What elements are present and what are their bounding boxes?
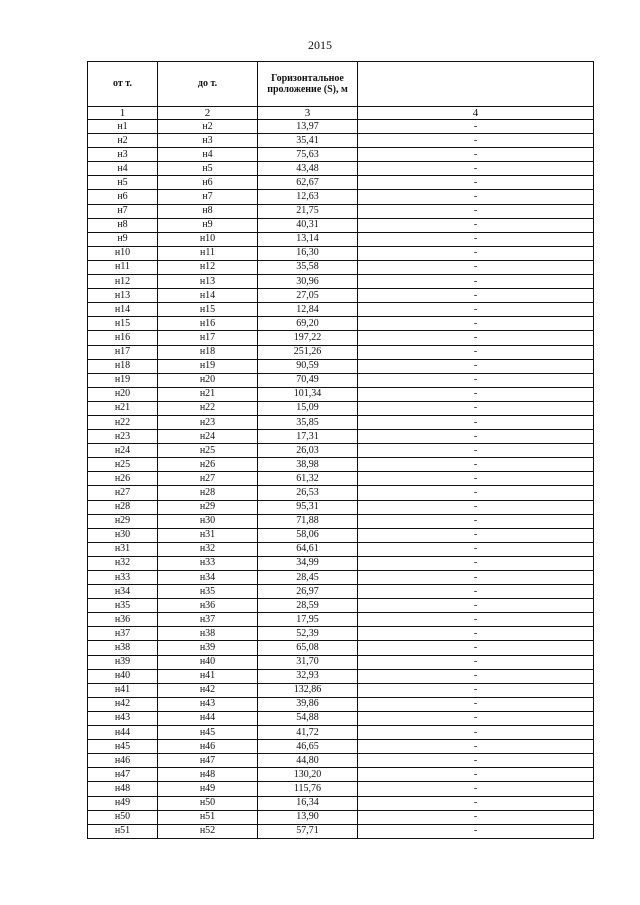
- cell-to-point: н30: [158, 514, 258, 528]
- cell-horizontal-distance: 69,20: [258, 317, 358, 331]
- cell-from-point: н44: [88, 726, 158, 740]
- cell-from-point: н26: [88, 472, 158, 486]
- cell-from-point: н51: [88, 824, 158, 838]
- cell-horizontal-distance: 26,53: [258, 486, 358, 500]
- cell-note: -: [358, 599, 594, 613]
- cell-note: -: [358, 528, 594, 542]
- cell-note: -: [358, 401, 594, 415]
- cell-from-point: н16: [88, 331, 158, 345]
- cell-horizontal-distance: 70,49: [258, 373, 358, 387]
- cell-from-point: н15: [88, 317, 158, 331]
- cell-from-point: н5: [88, 176, 158, 190]
- cell-horizontal-distance: 13,14: [258, 232, 358, 246]
- cell-from-point: н29: [88, 514, 158, 528]
- cell-note: -: [358, 387, 594, 401]
- cell-horizontal-distance: 12,63: [258, 190, 358, 204]
- cell-from-point: н32: [88, 556, 158, 570]
- cell-horizontal-distance: 31,70: [258, 655, 358, 669]
- table-row: [88, 486, 594, 500]
- table-row: [88, 627, 594, 641]
- cell-to-point: н46: [158, 740, 258, 754]
- cell-note: -: [358, 373, 594, 387]
- column-number-3: 3: [258, 107, 358, 120]
- cell-from-point: н21: [88, 401, 158, 415]
- cell-from-point: н24: [88, 444, 158, 458]
- table-row: [88, 359, 594, 373]
- cell-from-point: н18: [88, 359, 158, 373]
- cell-horizontal-distance: 62,67: [258, 176, 358, 190]
- cell-horizontal-distance: 57,71: [258, 824, 358, 838]
- table-row: [88, 655, 594, 669]
- cell-to-point: н44: [158, 711, 258, 725]
- cell-from-point: н28: [88, 500, 158, 514]
- cell-to-point: н16: [158, 317, 258, 331]
- cell-to-point: н19: [158, 359, 258, 373]
- cell-horizontal-distance: 54,88: [258, 711, 358, 725]
- cell-horizontal-distance: 30,96: [258, 275, 358, 289]
- cell-horizontal-distance: 132,86: [258, 683, 358, 697]
- cell-to-point: н7: [158, 190, 258, 204]
- cell-from-point: н7: [88, 204, 158, 218]
- cell-horizontal-distance: 13,97: [258, 120, 358, 134]
- cell-to-point: н25: [158, 444, 258, 458]
- cell-from-point: н3: [88, 148, 158, 162]
- cell-note: -: [358, 218, 594, 232]
- cell-horizontal-distance: 35,58: [258, 260, 358, 274]
- cell-note: -: [358, 190, 594, 204]
- cell-note: -: [358, 486, 594, 500]
- cell-from-point: н47: [88, 768, 158, 782]
- table-row: [88, 514, 594, 528]
- table-row: [88, 415, 594, 429]
- table-row: [88, 218, 594, 232]
- cell-from-point: н22: [88, 415, 158, 429]
- cell-note: -: [358, 641, 594, 655]
- cell-horizontal-distance: 28,59: [258, 599, 358, 613]
- cell-horizontal-distance: 16,34: [258, 796, 358, 810]
- table-row: [88, 303, 594, 317]
- cell-note: -: [358, 556, 594, 570]
- boundary-distance-table: [87, 61, 594, 839]
- cell-to-point: н47: [158, 754, 258, 768]
- table-row: [88, 697, 594, 711]
- table-row: [88, 317, 594, 331]
- cell-horizontal-distance: 39,86: [258, 697, 358, 711]
- header-notes: [358, 62, 594, 107]
- table-row: [88, 204, 594, 218]
- cell-to-point: н28: [158, 486, 258, 500]
- cell-from-point: н33: [88, 571, 158, 585]
- cell-from-point: н23: [88, 430, 158, 444]
- cell-note: -: [358, 740, 594, 754]
- cell-to-point: н6: [158, 176, 258, 190]
- cell-note: -: [358, 472, 594, 486]
- cell-note: -: [358, 303, 594, 317]
- cell-note: -: [358, 260, 594, 274]
- cell-from-point: н48: [88, 782, 158, 796]
- cell-from-point: н31: [88, 542, 158, 556]
- cell-note: -: [358, 120, 594, 134]
- cell-note: -: [358, 204, 594, 218]
- cell-from-point: н46: [88, 754, 158, 768]
- cell-to-point: н48: [158, 768, 258, 782]
- cell-horizontal-distance: 46,65: [258, 740, 358, 754]
- cell-to-point: н2: [158, 120, 258, 134]
- cell-horizontal-distance: 15,09: [258, 401, 358, 415]
- table-row: [88, 232, 594, 246]
- cell-from-point: н8: [88, 218, 158, 232]
- table-row: [88, 345, 594, 359]
- cell-horizontal-distance: 75,63: [258, 148, 358, 162]
- cell-horizontal-distance: 43,48: [258, 162, 358, 176]
- page-number: 2015: [308, 38, 332, 52]
- cell-note: -: [358, 655, 594, 669]
- cell-horizontal-distance: 28,45: [258, 571, 358, 585]
- cell-to-point: н52: [158, 824, 258, 838]
- cell-note: -: [358, 683, 594, 697]
- cell-from-point: н43: [88, 711, 158, 725]
- table-row: [88, 641, 594, 655]
- table-row: [88, 458, 594, 472]
- header-horizontal-distance: Горизонтальное проложение (S), м: [258, 62, 358, 107]
- cell-to-point: н4: [158, 148, 258, 162]
- cell-horizontal-distance: 35,41: [258, 134, 358, 148]
- cell-to-point: н40: [158, 655, 258, 669]
- table-row: [88, 260, 594, 274]
- table-row: [88, 683, 594, 697]
- cell-horizontal-distance: 32,93: [258, 669, 358, 683]
- cell-horizontal-distance: 41,72: [258, 726, 358, 740]
- cell-horizontal-distance: 12,84: [258, 303, 358, 317]
- table-row: [88, 190, 594, 204]
- cell-from-point: н50: [88, 810, 158, 824]
- cell-to-point: н5: [158, 162, 258, 176]
- table-row: [88, 810, 594, 824]
- cell-from-point: н38: [88, 641, 158, 655]
- table-row: [88, 176, 594, 190]
- cell-to-point: н11: [158, 246, 258, 260]
- cell-horizontal-distance: 61,32: [258, 472, 358, 486]
- cell-note: -: [358, 331, 594, 345]
- cell-note: -: [358, 148, 594, 162]
- table-row: [88, 120, 594, 134]
- cell-from-point: н12: [88, 275, 158, 289]
- cell-note: -: [358, 134, 594, 148]
- cell-to-point: н9: [158, 218, 258, 232]
- column-number-1: 1: [88, 107, 158, 120]
- cell-from-point: н30: [88, 528, 158, 542]
- cell-from-point: н36: [88, 613, 158, 627]
- table-row: [88, 373, 594, 387]
- table-row: [88, 444, 594, 458]
- cell-horizontal-distance: 71,88: [258, 514, 358, 528]
- cell-from-point: н20: [88, 387, 158, 401]
- cell-to-point: н45: [158, 726, 258, 740]
- cell-from-point: н27: [88, 486, 158, 500]
- cell-horizontal-distance: 58,06: [258, 528, 358, 542]
- cell-horizontal-distance: 40,31: [258, 218, 358, 232]
- cell-note: -: [358, 176, 594, 190]
- cell-from-point: н2: [88, 134, 158, 148]
- table-row: [88, 740, 594, 754]
- cell-note: -: [358, 585, 594, 599]
- header-from-point: от т.: [88, 62, 158, 107]
- cell-to-point: н3: [158, 134, 258, 148]
- cell-horizontal-distance: 52,39: [258, 627, 358, 641]
- cell-note: -: [358, 246, 594, 260]
- table-row: [88, 726, 594, 740]
- cell-note: -: [358, 824, 594, 838]
- table-header: [88, 62, 594, 107]
- cell-from-point: н34: [88, 585, 158, 599]
- cell-to-point: н51: [158, 810, 258, 824]
- cell-from-point: н35: [88, 599, 158, 613]
- cell-from-point: н39: [88, 655, 158, 669]
- cell-note: -: [358, 571, 594, 585]
- table-row: [88, 401, 594, 415]
- cell-to-point: н10: [158, 232, 258, 246]
- cell-to-point: н24: [158, 430, 258, 444]
- table-row: [88, 613, 594, 627]
- cell-note: -: [358, 514, 594, 528]
- cell-note: -: [358, 275, 594, 289]
- table-row: [88, 430, 594, 444]
- cell-to-point: н38: [158, 627, 258, 641]
- table-row: [88, 796, 594, 810]
- cell-from-point: н49: [88, 796, 158, 810]
- cell-note: -: [358, 345, 594, 359]
- column-number-row: [88, 107, 594, 120]
- cell-note: -: [358, 697, 594, 711]
- cell-to-point: н22: [158, 401, 258, 415]
- cell-to-point: н8: [158, 204, 258, 218]
- cell-from-point: н45: [88, 740, 158, 754]
- cell-note: -: [358, 782, 594, 796]
- cell-horizontal-distance: 90,59: [258, 359, 358, 373]
- cell-from-point: н17: [88, 345, 158, 359]
- table-row: [88, 528, 594, 542]
- table-row: [88, 331, 594, 345]
- cell-horizontal-distance: 21,75: [258, 204, 358, 218]
- cell-note: -: [358, 415, 594, 429]
- table-row: [88, 599, 594, 613]
- cell-horizontal-distance: 101,34: [258, 387, 358, 401]
- table-row: [88, 782, 594, 796]
- cell-note: -: [358, 613, 594, 627]
- cell-note: -: [358, 810, 594, 824]
- cell-note: -: [358, 542, 594, 556]
- cell-to-point: н13: [158, 275, 258, 289]
- header-row: [88, 62, 594, 107]
- table-row: [88, 556, 594, 570]
- cell-note: -: [358, 768, 594, 782]
- cell-to-point: н15: [158, 303, 258, 317]
- cell-note: -: [358, 711, 594, 725]
- cell-note: -: [358, 754, 594, 768]
- cell-to-point: н31: [158, 528, 258, 542]
- cell-to-point: н21: [158, 387, 258, 401]
- table-row: [88, 162, 594, 176]
- table-row: [88, 711, 594, 725]
- cell-horizontal-distance: 16,30: [258, 246, 358, 260]
- cell-horizontal-distance: 130,20: [258, 768, 358, 782]
- cell-to-point: н49: [158, 782, 258, 796]
- cell-from-point: н25: [88, 458, 158, 472]
- cell-to-point: н34: [158, 571, 258, 585]
- cell-note: -: [358, 289, 594, 303]
- cell-note: -: [358, 359, 594, 373]
- cell-horizontal-distance: 251,26: [258, 345, 358, 359]
- cell-horizontal-distance: 26,97: [258, 585, 358, 599]
- cell-note: -: [358, 669, 594, 683]
- cell-horizontal-distance: 34,99: [258, 556, 358, 570]
- table-row: [88, 585, 594, 599]
- cell-from-point: н4: [88, 162, 158, 176]
- cell-from-point: н13: [88, 289, 158, 303]
- table-row: [88, 472, 594, 486]
- cell-to-point: н27: [158, 472, 258, 486]
- cell-from-point: н19: [88, 373, 158, 387]
- table-row: [88, 148, 594, 162]
- cell-to-point: н18: [158, 345, 258, 359]
- cell-from-point: н42: [88, 697, 158, 711]
- cell-from-point: н6: [88, 190, 158, 204]
- cell-to-point: н14: [158, 289, 258, 303]
- cell-note: -: [358, 796, 594, 810]
- table-body: [88, 107, 594, 839]
- cell-to-point: н12: [158, 260, 258, 274]
- cell-to-point: н17: [158, 331, 258, 345]
- cell-horizontal-distance: 13,90: [258, 810, 358, 824]
- table-row: [88, 387, 594, 401]
- cell-to-point: н37: [158, 613, 258, 627]
- cell-note: -: [358, 317, 594, 331]
- cell-to-point: н23: [158, 415, 258, 429]
- column-number-4: 4: [358, 107, 594, 120]
- cell-note: -: [358, 500, 594, 514]
- cell-horizontal-distance: 115,76: [258, 782, 358, 796]
- table-row: [88, 768, 594, 782]
- table-row: [88, 754, 594, 768]
- cell-horizontal-distance: 26,03: [258, 444, 358, 458]
- cell-from-point: н40: [88, 669, 158, 683]
- cell-note: -: [358, 458, 594, 472]
- cell-note: -: [358, 444, 594, 458]
- cell-from-point: н10: [88, 246, 158, 260]
- cell-horizontal-distance: 17,95: [258, 613, 358, 627]
- cell-to-point: н50: [158, 796, 258, 810]
- cell-to-point: н26: [158, 458, 258, 472]
- cell-horizontal-distance: 95,31: [258, 500, 358, 514]
- cell-horizontal-distance: 65,08: [258, 641, 358, 655]
- cell-horizontal-distance: 35,85: [258, 415, 358, 429]
- cell-to-point: н35: [158, 585, 258, 599]
- cell-from-point: н9: [88, 232, 158, 246]
- cell-to-point: н32: [158, 542, 258, 556]
- table-row: [88, 289, 594, 303]
- table-row: [88, 134, 594, 148]
- table-row: [88, 571, 594, 585]
- header-to-point: до т.: [158, 62, 258, 107]
- cell-horizontal-distance: 197,22: [258, 331, 358, 345]
- cell-note: -: [358, 430, 594, 444]
- cell-from-point: н1: [88, 120, 158, 134]
- cell-to-point: н36: [158, 599, 258, 613]
- cell-from-point: н37: [88, 627, 158, 641]
- cell-from-point: н14: [88, 303, 158, 317]
- cell-from-point: н11: [88, 260, 158, 274]
- cell-horizontal-distance: 64,61: [258, 542, 358, 556]
- cell-to-point: н29: [158, 500, 258, 514]
- table-row: [88, 246, 594, 260]
- cell-to-point: н39: [158, 641, 258, 655]
- cell-to-point: н43: [158, 697, 258, 711]
- cell-note: -: [358, 726, 594, 740]
- cell-to-point: н33: [158, 556, 258, 570]
- table-row: [88, 669, 594, 683]
- cell-from-point: н41: [88, 683, 158, 697]
- cell-note: -: [358, 627, 594, 641]
- cell-note: -: [358, 162, 594, 176]
- cell-to-point: н20: [158, 373, 258, 387]
- table-row: [88, 500, 594, 514]
- cell-horizontal-distance: 44,80: [258, 754, 358, 768]
- cell-to-point: н41: [158, 669, 258, 683]
- cell-to-point: н42: [158, 683, 258, 697]
- cell-horizontal-distance: 17,31: [258, 430, 358, 444]
- table-row: [88, 824, 594, 838]
- cell-horizontal-distance: 38,98: [258, 458, 358, 472]
- cell-horizontal-distance: 27,05: [258, 289, 358, 303]
- cell-note: -: [358, 232, 594, 246]
- table-row: [88, 542, 594, 556]
- table-row: [88, 275, 594, 289]
- column-number-2: 2: [158, 107, 258, 120]
